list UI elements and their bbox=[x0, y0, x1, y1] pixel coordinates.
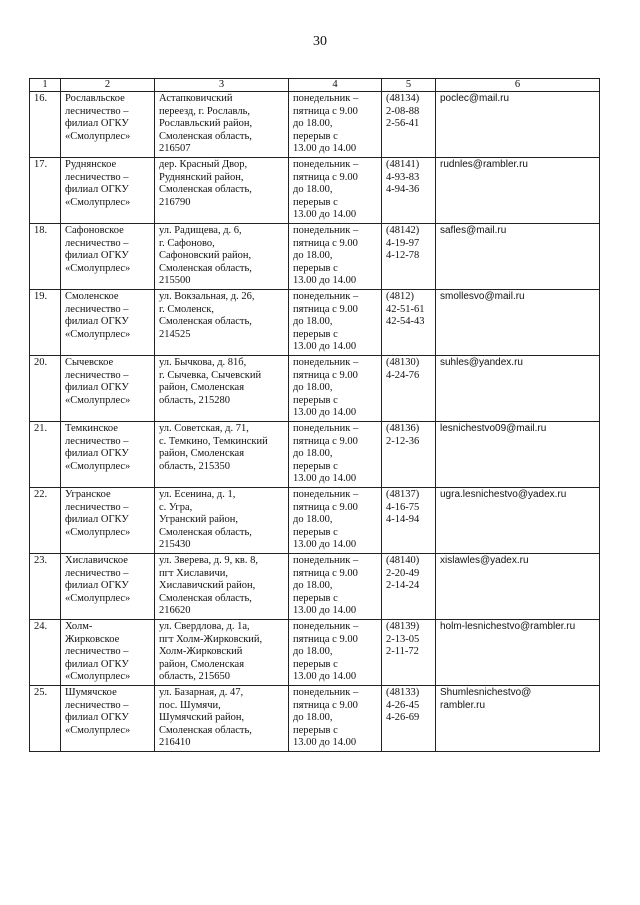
email-cell bbox=[436, 356, 600, 422]
phones-line: (48136) bbox=[386, 423, 420, 434]
table-row bbox=[30, 356, 600, 422]
row-number-cell: 24. bbox=[30, 620, 61, 686]
address-line: Смоленская область, bbox=[159, 184, 252, 196]
office-name-line: «Смолупрлес» bbox=[65, 724, 131, 736]
office-name-cell bbox=[61, 158, 155, 224]
address-cell bbox=[155, 554, 289, 620]
phones-line: 2-08-88 bbox=[386, 105, 420, 117]
office-name-line: лесничество – bbox=[65, 303, 129, 315]
column-header-name: 2 bbox=[61, 79, 155, 92]
email-link[interactable]: smollesvo@mail.ru bbox=[440, 291, 525, 302]
phones-cell bbox=[382, 224, 436, 290]
phones-cell bbox=[382, 92, 436, 158]
address-line: 216620 bbox=[159, 605, 191, 617]
address-cell bbox=[155, 356, 289, 422]
address-line: 216410 bbox=[159, 737, 191, 749]
address-line: ул. Радищева, д. 6, bbox=[159, 225, 242, 236]
row-number-cell: 16. bbox=[30, 92, 61, 158]
phones-line: (48130) bbox=[386, 357, 420, 368]
working-hours-line: понедельник – bbox=[293, 489, 359, 500]
phones-cell bbox=[382, 686, 436, 752]
office-name-cell bbox=[61, 356, 155, 422]
working-hours-cell bbox=[289, 356, 382, 422]
working-hours-line: 13.00 до 14.00 bbox=[293, 407, 357, 419]
table-row bbox=[30, 92, 600, 158]
address-line: 216507 bbox=[159, 143, 191, 155]
working-hours-line: 13.00 до 14.00 bbox=[293, 143, 357, 155]
address-cell bbox=[155, 158, 289, 224]
phones-line: (48140) bbox=[386, 555, 420, 566]
working-hours-line: пятница с 9.00 bbox=[293, 501, 358, 513]
phones-line: (48142) bbox=[386, 225, 420, 236]
row-number-cell: 19. bbox=[30, 290, 61, 356]
working-hours-line: пятница с 9.00 bbox=[293, 633, 358, 645]
working-hours-line: перерыв с bbox=[293, 592, 338, 604]
office-name-line: филиал ОГКУ bbox=[65, 448, 129, 460]
office-name-line: Сычевское bbox=[65, 357, 114, 368]
phones-cell bbox=[382, 554, 436, 620]
phones-line: 2-12-36 bbox=[386, 435, 420, 447]
office-name-line: филиал ОГКУ bbox=[65, 184, 129, 196]
address-cell bbox=[155, 224, 289, 290]
working-hours-line: перерыв с bbox=[293, 724, 338, 736]
office-name-cell bbox=[61, 422, 155, 488]
address-line: ул. Вокзальная, д. 26, bbox=[159, 291, 255, 302]
table-body bbox=[30, 92, 600, 752]
address-line: Смоленская область, bbox=[159, 262, 252, 274]
working-hours-line: 13.00 до 14.00 bbox=[293, 737, 357, 749]
working-hours-line: понедельник – bbox=[293, 621, 359, 632]
office-name-line: Жирковское bbox=[65, 633, 120, 645]
office-name-line: филиал ОГКУ bbox=[65, 658, 129, 670]
office-name-line: «Смолупрлес» bbox=[65, 394, 131, 406]
phones-cell bbox=[382, 422, 436, 488]
working-hours-cell bbox=[289, 290, 382, 356]
column-header-phones: 5 bbox=[382, 79, 436, 92]
working-hours-line: 13.00 до 14.00 bbox=[293, 473, 357, 485]
working-hours-cell bbox=[289, 488, 382, 554]
working-hours-cell bbox=[289, 92, 382, 158]
phones-line: 4-94-36 bbox=[386, 184, 420, 196]
working-hours-line: понедельник – bbox=[293, 555, 359, 566]
working-hours-cell bbox=[289, 620, 382, 686]
address-line: пгт Хиславичи, bbox=[159, 567, 229, 579]
working-hours-line: до 18.00, bbox=[293, 118, 333, 130]
address-line: г. Сычевка, Сычевский bbox=[159, 369, 262, 381]
office-name-line: Шумячское bbox=[65, 687, 117, 698]
email-cell bbox=[436, 92, 600, 158]
phones-line: (4812) bbox=[386, 291, 414, 302]
office-name-cell bbox=[61, 620, 155, 686]
email-link[interactable]: suhles@yandex.ru bbox=[440, 357, 523, 368]
office-name-line: «Смолупрлес» bbox=[65, 196, 131, 208]
email-link[interactable]: holm-lesnichestvo@rambler.ru bbox=[440, 621, 576, 632]
working-hours-line: пятница с 9.00 bbox=[293, 171, 358, 183]
address-line: Сафоновский район, bbox=[159, 250, 252, 262]
address-line: район, Смоленская bbox=[159, 382, 245, 394]
table-header-row bbox=[30, 79, 600, 92]
phones-line: (48133) bbox=[386, 687, 420, 698]
office-name-line: лесничество – bbox=[65, 237, 129, 249]
address-line: Хиславичский район, bbox=[159, 580, 256, 592]
email-cell bbox=[436, 686, 600, 752]
office-name-line: «Смолупрлес» bbox=[65, 262, 131, 274]
phones-line: 42-51-61 bbox=[386, 303, 425, 315]
email-cell bbox=[436, 158, 600, 224]
office-name-line: лесничество – bbox=[65, 501, 129, 513]
table-row bbox=[30, 422, 600, 488]
working-hours-cell bbox=[289, 224, 382, 290]
address-line: область, 215280 bbox=[159, 394, 231, 406]
working-hours-line: 13.00 до 14.00 bbox=[293, 275, 357, 287]
office-name-line: филиал ОГКУ bbox=[65, 382, 129, 394]
phones-line: 2-56-41 bbox=[386, 118, 420, 130]
office-name-line: филиал ОГКУ bbox=[65, 316, 129, 328]
office-name-line: Темкинское bbox=[65, 423, 118, 434]
office-name-line: Сафоновское bbox=[65, 225, 124, 236]
address-line: Угранский район, bbox=[159, 514, 238, 526]
address-line: Шумячский район, bbox=[159, 712, 245, 724]
working-hours-line: перерыв с bbox=[293, 394, 338, 406]
office-name-line: «Смолупрлес» bbox=[65, 592, 131, 604]
phones-cell bbox=[382, 488, 436, 554]
office-name-line: лесничество – bbox=[65, 369, 129, 381]
phones-line: (48137) bbox=[386, 489, 420, 500]
address-cell bbox=[155, 686, 289, 752]
phones-line: 4-26-45 bbox=[386, 699, 420, 711]
office-name-line: Хиславичское bbox=[65, 555, 128, 566]
address-line: 215430 bbox=[159, 539, 191, 551]
table-row bbox=[30, 224, 600, 290]
email-cell bbox=[436, 620, 600, 686]
office-name-line: филиал ОГКУ bbox=[65, 250, 129, 262]
phones-cell bbox=[382, 290, 436, 356]
phones-line: 4-19-97 bbox=[386, 237, 420, 249]
email-cell bbox=[436, 224, 600, 290]
row-number-cell: 25. bbox=[30, 686, 61, 752]
table-row bbox=[30, 620, 600, 686]
office-name-line: Холм- bbox=[65, 621, 93, 632]
working-hours-line: понедельник – bbox=[293, 687, 359, 698]
email-cell bbox=[436, 554, 600, 620]
address-line: дер. Красный Двор, bbox=[159, 159, 248, 170]
address-line: Смоленская область, bbox=[159, 724, 252, 736]
office-name-line: «Смолупрлес» bbox=[65, 671, 131, 683]
office-name-line: филиал ОГКУ bbox=[65, 712, 129, 724]
email-link[interactable]: rudnles@rambler.ru bbox=[440, 159, 528, 170]
email-link[interactable]: xislawles@yadex.ru bbox=[440, 555, 529, 566]
address-line: Холм-Жирковский bbox=[159, 646, 243, 658]
column-header-hours: 4 bbox=[289, 79, 382, 92]
working-hours-line: до 18.00, bbox=[293, 316, 333, 328]
working-hours-line: до 18.00, bbox=[293, 514, 333, 526]
phones-line: 2-20-49 bbox=[386, 567, 420, 579]
phones-line: 2-14-24 bbox=[386, 580, 420, 592]
office-name-line: Руднянское bbox=[65, 159, 117, 170]
address-cell bbox=[155, 488, 289, 554]
office-name-cell bbox=[61, 686, 155, 752]
working-hours-cell bbox=[289, 686, 382, 752]
table-row bbox=[30, 158, 600, 224]
address-line: область, 215650 bbox=[159, 671, 231, 683]
office-name-line: филиал ОГКУ bbox=[65, 118, 129, 130]
phones-line: 4-12-78 bbox=[386, 250, 420, 262]
address-line: г. Сафоново, bbox=[159, 237, 215, 249]
working-hours-line: перерыв с bbox=[293, 196, 338, 208]
address-line: Руднянский район, bbox=[159, 171, 244, 183]
row-number-cell: 23. bbox=[30, 554, 61, 620]
working-hours-line: перерыв с bbox=[293, 658, 338, 670]
working-hours-line: перерыв с bbox=[293, 460, 338, 472]
address-line: с. Угра, bbox=[159, 501, 193, 513]
working-hours-line: до 18.00, bbox=[293, 250, 333, 262]
working-hours-cell bbox=[289, 158, 382, 224]
working-hours-line: понедельник – bbox=[293, 225, 359, 236]
office-name-cell bbox=[61, 488, 155, 554]
email-cell bbox=[436, 422, 600, 488]
row-number-cell: 17. bbox=[30, 158, 61, 224]
working-hours-line: понедельник – bbox=[293, 93, 359, 104]
address-cell bbox=[155, 290, 289, 356]
office-name-line: лесничество – bbox=[65, 105, 129, 117]
table-row bbox=[30, 686, 600, 752]
working-hours-line: пятница с 9.00 bbox=[293, 699, 358, 711]
address-line: Смоленская область, bbox=[159, 526, 252, 538]
address-line: Астапковичский bbox=[159, 93, 233, 104]
row-number-cell: 22. bbox=[30, 488, 61, 554]
working-hours-line: понедельник – bbox=[293, 291, 359, 302]
email-link[interactable]: rambler.ru bbox=[440, 699, 486, 711]
email-link[interactable]: ugra.lesnichestvo@yadex.ru bbox=[440, 489, 567, 500]
working-hours-line: 13.00 до 14.00 bbox=[293, 671, 357, 683]
office-name-line: лесничество – bbox=[65, 646, 129, 658]
office-name-line: лесничество – bbox=[65, 699, 129, 711]
working-hours-line: пятница с 9.00 bbox=[293, 303, 358, 315]
address-line: 216790 bbox=[159, 196, 191, 208]
working-hours-line: 13.00 до 14.00 bbox=[293, 341, 357, 353]
address-line: Смоленская область, bbox=[159, 130, 252, 142]
address-line: пос. Шумячи, bbox=[159, 699, 221, 711]
email-link[interactable]: poclec@mail.ru bbox=[440, 93, 510, 104]
working-hours-line: перерыв с bbox=[293, 262, 338, 274]
office-name-line: филиал ОГКУ bbox=[65, 514, 129, 526]
address-line: пгт Холм-Жирковский, bbox=[159, 633, 263, 645]
office-name-line: филиал ОГКУ bbox=[65, 580, 129, 592]
office-name-cell bbox=[61, 92, 155, 158]
working-hours-line: до 18.00, bbox=[293, 382, 333, 394]
address-line: ул. Зверева, д. 9, кв. 8, bbox=[159, 555, 259, 566]
address-line: Смоленская область, bbox=[159, 592, 252, 604]
working-hours-line: перерыв с bbox=[293, 328, 338, 340]
working-hours-line: 13.00 до 14.00 bbox=[293, 209, 357, 221]
address-line: с. Темкино, Темкинский bbox=[159, 435, 268, 447]
email-cell bbox=[436, 488, 600, 554]
address-line: ул. Свердлова, д. 1а, bbox=[159, 621, 250, 632]
office-name-line: лесничество – bbox=[65, 171, 129, 183]
phones-line: (48141) bbox=[386, 159, 420, 170]
address-line: 214525 bbox=[159, 328, 191, 340]
address-line: ул. Советская, д. 71, bbox=[159, 423, 249, 434]
working-hours-line: 13.00 до 14.00 bbox=[293, 539, 357, 551]
address-line: ул. Есенина, д. 1, bbox=[159, 489, 236, 500]
office-name-line: «Смолупрлес» bbox=[65, 460, 131, 472]
address-cell bbox=[155, 422, 289, 488]
address-line: Рославльский район, bbox=[159, 118, 253, 130]
address-line: ул. Бычкова, д. 81б, bbox=[159, 357, 247, 368]
office-name-line: «Смолупрлес» bbox=[65, 328, 131, 340]
office-name-line: лесничество – bbox=[65, 567, 129, 579]
office-name-cell bbox=[61, 290, 155, 356]
working-hours-line: перерыв с bbox=[293, 130, 338, 142]
phones-line: (48139) bbox=[386, 621, 420, 632]
address-line: Смоленская область, bbox=[159, 316, 252, 328]
working-hours-cell bbox=[289, 422, 382, 488]
working-hours-line: понедельник – bbox=[293, 159, 359, 170]
address-cell bbox=[155, 620, 289, 686]
working-hours-line: пятница с 9.00 bbox=[293, 105, 358, 117]
working-hours-line: понедельник – bbox=[293, 357, 359, 368]
phones-cell bbox=[382, 620, 436, 686]
office-name-line: «Смолупрлес» bbox=[65, 130, 131, 142]
page-number: 30 bbox=[313, 34, 327, 49]
phones-line: 4-24-76 bbox=[386, 369, 420, 381]
email-link[interactable]: safles@mail.ru bbox=[440, 225, 507, 236]
working-hours-line: пятница с 9.00 bbox=[293, 435, 358, 447]
working-hours-line: до 18.00, bbox=[293, 712, 333, 724]
phones-line: 2-13-05 bbox=[386, 633, 420, 645]
row-number-cell: 21. bbox=[30, 422, 61, 488]
working-hours-line: до 18.00, bbox=[293, 448, 333, 460]
working-hours-line: до 18.00, bbox=[293, 646, 333, 658]
address-line: район, Смоленская bbox=[159, 658, 245, 670]
phones-line: 42-54-43 bbox=[386, 316, 425, 328]
working-hours-line: 13.00 до 14.00 bbox=[293, 605, 357, 617]
table-row bbox=[30, 488, 600, 554]
office-name-cell bbox=[61, 224, 155, 290]
working-hours-line: до 18.00, bbox=[293, 580, 333, 592]
working-hours-line: пятница с 9.00 bbox=[293, 567, 358, 579]
office-name-line: Смоленское bbox=[65, 291, 119, 302]
office-name-line: Рославльское bbox=[65, 93, 125, 104]
phones-line: 4-93-83 bbox=[386, 171, 420, 183]
address-line: 215500 bbox=[159, 275, 191, 287]
phones-line: 2-11-72 bbox=[386, 646, 419, 658]
office-name-line: «Смолупрлес» bbox=[65, 526, 131, 538]
working-hours-line: пятница с 9.00 bbox=[293, 237, 358, 249]
row-number-cell: 18. bbox=[30, 224, 61, 290]
working-hours-line: понедельник – bbox=[293, 423, 359, 434]
working-hours-line: пятница с 9.00 bbox=[293, 369, 358, 381]
table-row bbox=[30, 290, 600, 356]
working-hours-line: до 18.00, bbox=[293, 184, 333, 196]
column-header-number: 1 bbox=[30, 79, 61, 92]
phones-cell bbox=[382, 356, 436, 422]
working-hours-cell bbox=[289, 554, 382, 620]
address-line: переезд, г. Рославль, bbox=[159, 105, 251, 117]
email-link[interactable]: Shumlesnichestvo@ bbox=[440, 687, 532, 698]
address-line: район, Смоленская bbox=[159, 448, 245, 460]
address-line: область, 215350 bbox=[159, 460, 231, 472]
table-row bbox=[30, 554, 600, 620]
column-header-email: 6 bbox=[436, 79, 600, 92]
column-header-address: 3 bbox=[155, 79, 289, 92]
address-line: г. Смоленск, bbox=[159, 303, 215, 315]
phones-line: 4-16-75 bbox=[386, 501, 420, 513]
office-name-line: лесничество – bbox=[65, 435, 129, 447]
phones-line: 4-26-69 bbox=[386, 712, 420, 724]
email-link[interactable]: lesnichestvo09@mail.ru bbox=[440, 423, 547, 434]
address-line: ул. Базарная, д. 47, bbox=[159, 687, 244, 698]
forestry-offices-table bbox=[29, 78, 600, 752]
phones-cell bbox=[382, 158, 436, 224]
address-cell bbox=[155, 92, 289, 158]
working-hours-line: перерыв с bbox=[293, 526, 338, 538]
row-number-cell: 20. bbox=[30, 356, 61, 422]
phones-line: 4-14-94 bbox=[386, 514, 420, 526]
office-name-line: Угранское bbox=[65, 489, 111, 500]
office-name-cell bbox=[61, 554, 155, 620]
email-cell bbox=[436, 290, 600, 356]
phones-line: (48134) bbox=[386, 93, 420, 104]
